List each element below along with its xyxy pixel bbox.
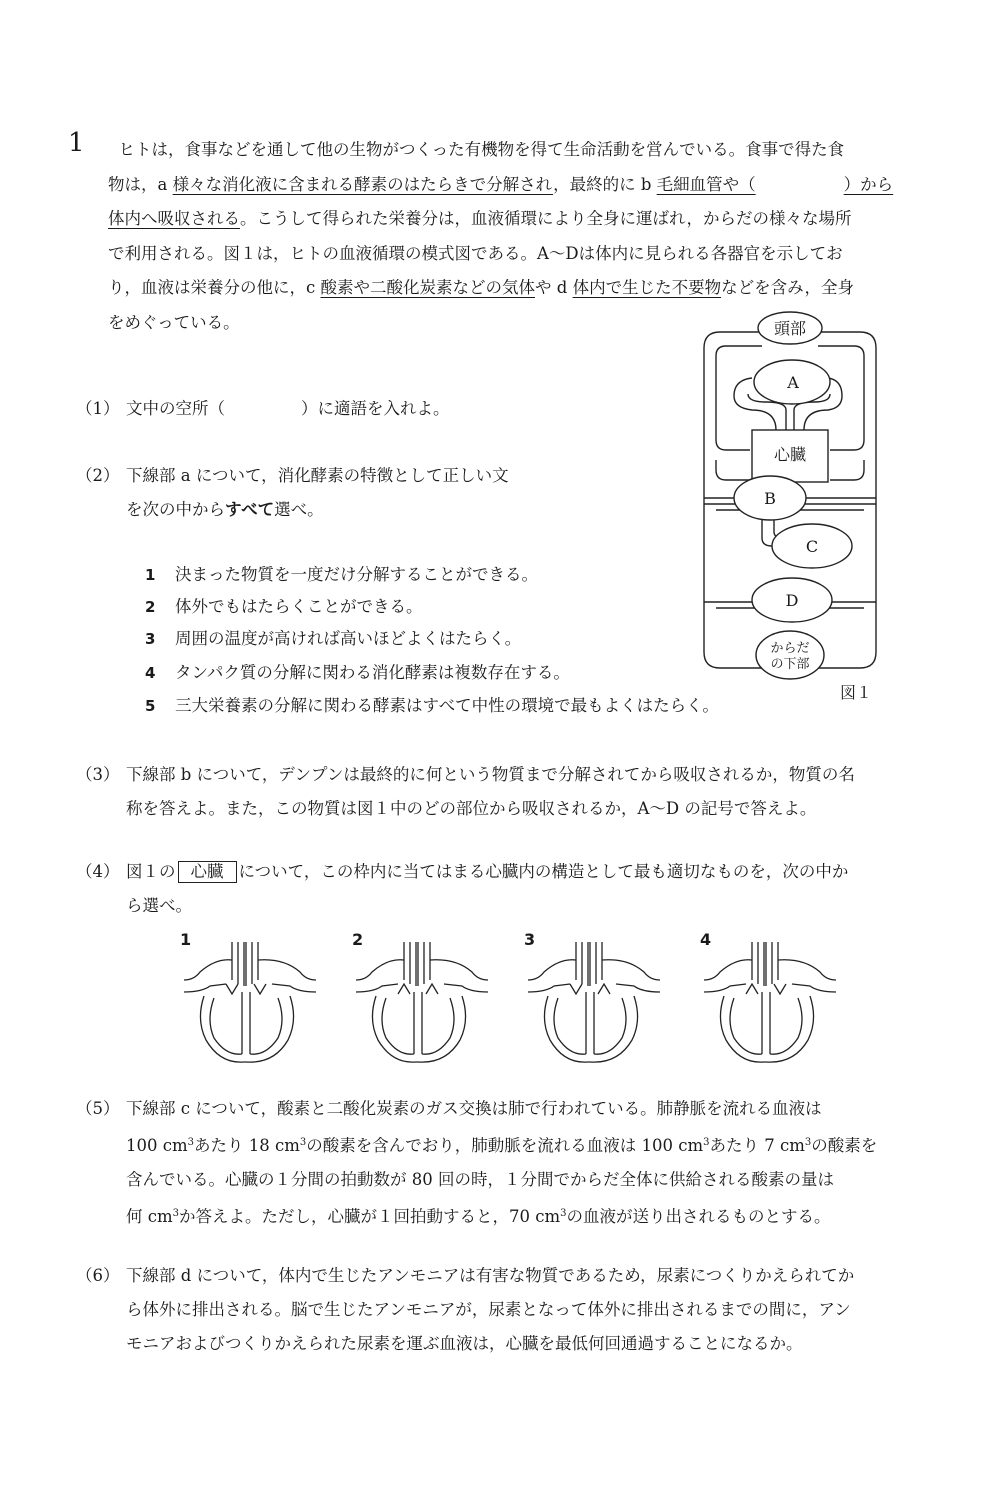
q4-text [126,855,848,923]
choice-text: 三大栄養素の分解に関わる酵素はすべて中性の環境で最もよくはたらく。 [175,696,719,715]
q4-option-2-number: 2 [352,930,364,949]
q3-line-2: 称を答えよ。また，この物質は図１中のどの部位から吸収されるか，A〜D の記号で答えよ。 [126,799,817,818]
question-3 [76,758,916,830]
label-b: B [764,489,776,508]
intro-line-2 [108,168,898,203]
intro-text: り，血液は栄養分の他に，c [108,278,321,297]
intro-line-6: をめぐっている。 [108,312,240,332]
label-c: C [805,537,819,556]
q5-text: あたり 18 cm [194,1136,300,1155]
q5-text: 何 cm [126,1207,173,1226]
underline-b-end: 体内へ吸収される [108,209,240,228]
q5-line-3: 含んでいる。心臓の１分間の拍動数が 80 回の時，１分間でからだ全体に供給される酸素の量は [126,1170,834,1189]
superscript: 3 [299,1137,307,1148]
q2-choice-4 [145,661,570,685]
q5-text: か答えよ。ただし，心臓が１回拍動すると，70 cm [179,1207,561,1226]
q5-text [126,1092,877,1234]
figure-1-caption: 図１ [840,683,873,702]
q3-text [126,758,855,826]
q5-text: あたり 7 cm [709,1136,805,1155]
underline-a: 様々な消化液に含まれる酵素のはたらきで分解され [172,174,554,194]
q5-text: の酸素を [811,1136,878,1155]
choice-number: 5 [145,697,156,715]
question-5 [76,1092,916,1232]
choice-number: 3 [145,630,156,648]
underline-c: 酸素や二酸化炭素などの気体 [320,278,535,297]
label-heart: 心臓 [773,445,807,464]
q5-line-4 [126,1197,877,1234]
q2-choice-2 [145,595,423,619]
q4-text-b: について，この枠内に当てはまる心臓内の構造として最も適切なものを，次の中か [238,862,849,881]
intro-text: ，最終的に b [553,174,657,194]
label-lower-2: の下部 [770,657,810,672]
q4-option-4-number: 4 [700,930,712,949]
intro-line-4: で利用される。図１は，ヒトの血液循環の模式図である。A〜Dは体内に見られる各器官を示してお [108,243,843,263]
superscript: 3 [172,1208,180,1219]
q2-choice-1 [145,563,538,587]
q2-text-a: を次の中から [126,500,225,519]
q6-line-3: モニアおよびつくりかえられた尿素を運ぶ血液は，心臓を最低何回通過することになるか。 [126,1334,803,1353]
q5-text: の血液が送り出されるものとする。 [566,1207,831,1226]
q1-label: （1） [76,399,120,418]
question-number: 1 [68,128,85,158]
q2-line-2 [126,493,509,527]
q2-choice-3 [145,627,521,651]
q4-text-a: 図１の [126,862,176,881]
q5-line-2 [126,1126,877,1163]
intro-text: 物は，a [108,174,173,194]
intro-line-1 [108,133,898,168]
intro-text: 。こうして得られた栄養分は，血液循環により全身に運ばれ，からだの様々な場所 [240,209,852,228]
choice-text: 周囲の温度が高ければ高いほどよくはたらく。 [175,629,522,648]
question-6 [76,1259,916,1365]
label-a: A [787,373,799,392]
inner-right-vessel [818,346,864,450]
q2-line-1: 下線部 a について，消化酵素の特徴として正しい文 [126,466,509,485]
q4-heart-option-1 [180,940,320,1070]
q5-text: の酸素を含んでおり，肺動脈を流れる血液は 100 cm [306,1136,704,1155]
superscript: 3 [703,1137,710,1148]
q4-heart-option-4 [700,940,840,1070]
q4-line-2: ら選べ。 [126,896,192,915]
label-lower-1: からだ [770,641,810,656]
q4-option-1-number: 1 [180,930,192,949]
question-4 [76,855,916,927]
q4-heart-box: 心臓 [178,861,237,883]
q2-text [126,459,509,527]
q4-label: （4） [76,862,120,881]
question-2 [76,459,596,531]
q1-text-a: 文中の空所（ [126,399,225,418]
intro-paragraph [108,133,898,340]
choice-text: タンパク質の分解に関わる消化酵素は複数存在する。 [175,663,570,682]
q6-label: （6） [76,1266,120,1285]
choice-text: 決まった物質を一度だけ分解することができる。 [175,565,538,584]
intro-line-3 [108,202,898,237]
intro-line-5 [108,271,898,306]
q2-choice-5 [145,694,719,718]
q3-line-1: 下線部 b について，デンプンは最終的に何という物質まで分解されてから吸収されるか，物質の名 [126,765,855,784]
choice-number: 1 [145,566,156,584]
q1-text [126,392,450,426]
q5-label: （5） [76,1099,120,1118]
underline-d: 体内で生じた不要物 [572,278,722,297]
intro-text: ヒトは，食事などを通して他の生物がつくった有機物を得て生命活動を営んでいる。食事で得た食 [118,140,845,159]
q4-line-1 [126,855,848,889]
q2-emphasis: すべて [225,500,275,519]
q5-text: 100 cm [126,1136,188,1155]
figure-1-circulation-diagram [690,310,890,710]
q6-text [126,1259,854,1361]
underline-b-start [657,175,894,194]
label-head: 頭部 [773,319,807,338]
q5-line-1: 下線部 c について，酸素と二酸化炭素のガス交換は肺で行われている。肺静脈を流れる血液は [126,1099,822,1118]
intro-text: などを含み，全身 [721,278,855,297]
q2-text-c: 選べ。 [274,500,324,519]
q4-heart-option-2 [352,940,492,1070]
q3-label: （3） [76,765,120,784]
label-d: D [785,591,799,610]
intro-text: 毛細血管や（ [656,174,756,194]
superscript: 3 [187,1137,195,1148]
intro-text: や d [535,278,573,297]
q6-line-2: ら体外に排出される。脳で生じたアンモニアが，尿素となって体外に排出されるまでの間に，アン [126,1300,851,1319]
intro-text: ）から [843,174,894,194]
choice-number: 2 [145,598,156,616]
q4-heart-option-3 [524,940,664,1070]
choice-text: 体外でもはたらくことができる。 [175,597,423,616]
choice-number: 4 [145,664,156,682]
inner-left-vessel [716,346,762,450]
q6-line-1: 下線部 d について，体内で生じたアンモニアは有害な物質であるため，尿素につくりかえられてか [126,1266,855,1285]
question-1 [76,392,676,426]
superscript: 3 [804,1137,812,1148]
q2-label: （2） [76,466,120,485]
q4-option-3-number: 3 [524,930,536,949]
q1-text-b: ）に適語を入れよ。 [301,399,450,418]
superscript: 3 [560,1208,567,1219]
